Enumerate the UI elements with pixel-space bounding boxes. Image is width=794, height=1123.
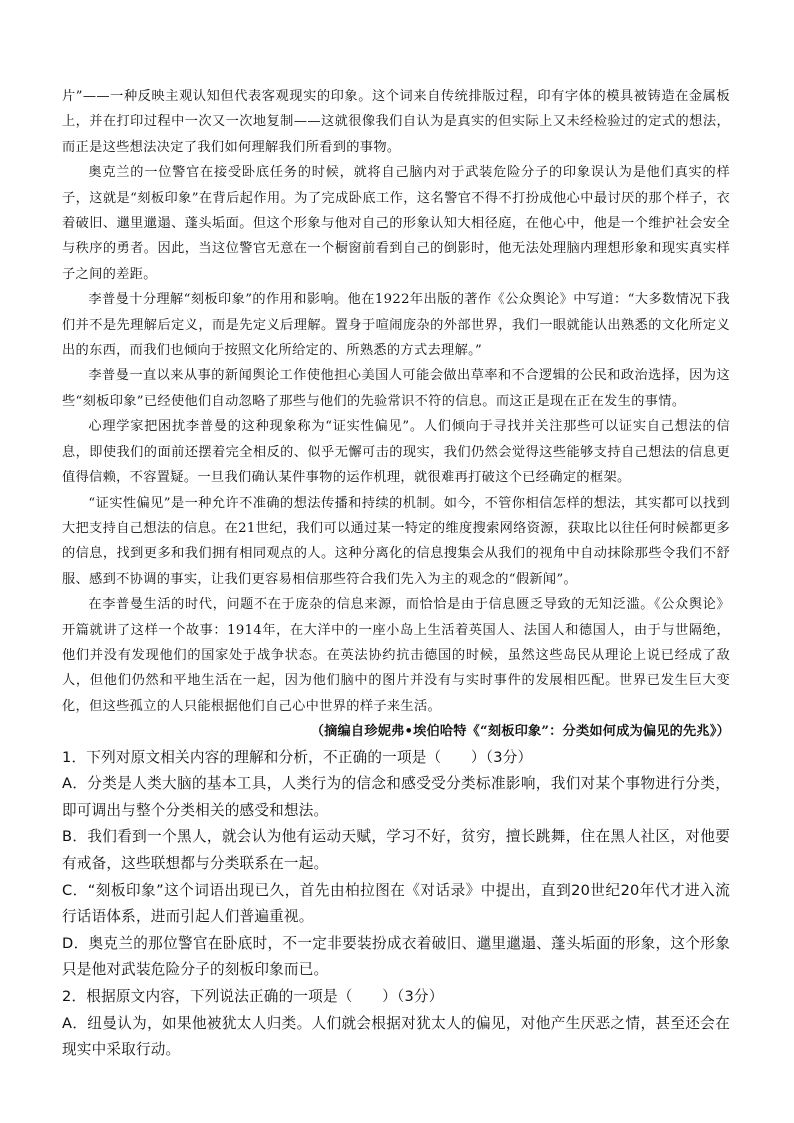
passage-paragraph: 片”——一种反映主观认知但代表客观现实的印象。这个词来自传统排版过程，印有字体的模具被铸造在金属板上，并在打印过程中一次又一次地复制——这就很像我们自认为是真实的但实际上又未经检验过的定式的想法，而正是这些想法决定了我们如何理解我们所看到的事物。 xyxy=(62,89,730,155)
question-2-stem: 2．根据原文内容，下列说法正确的一项是（ ）（3分） xyxy=(62,987,444,1005)
passage-paragraph: “证实性偏见”是一种允许不准确的想法传播和持续的机制。如今，不管你相信怎样的想法，其实都可以找到大把支持自己想法的信息。在21世纪，我们可以通过某一特定的维度搜索网络资源，获取比以往任何时候都更多的信息，找到更多和我们拥有相同观点的人。这种分离化的信息搜集会从我们的视角中自动抹除那些令我们不舒服、感到不协调的事实，让我们更容易相信那些符合我们先入为主的观念的“假新闻”。 xyxy=(62,495,730,587)
question-2-option-a: A．纽曼认为，如果他被犹太人归类。人们就会根据对犹太人的偏见，对他产生厌恶之情，甚至还会在现实中采取行动。 xyxy=(62,1014,730,1059)
question-1-option-c: C．“刻板印象”这个词语出现已久，首先由柏拉图在《对话录》中提出，直到20世纪20年代才进入流行话语体系，进而引起人们普遍重视。 xyxy=(62,881,730,926)
passage-paragraph: 奥克兰的一位警官在接受卧底任务的时候，就将自己脑内对于武装危险分子的印象误认为是他们真实的样子，这就是“刻板印象”在背后起作用。为了完成卧底工作，这名警官不得不打扮成他心中最讨厌的那个样子，衣着破旧、邋里邋遢、蓬头垢面。但这个形象与他对自己的形象认知大相径庭，在他心中，他是一个维护社会安全与秩序的勇者。因此，当这位警官无意在一个橱窗前看到自己的倒影时，他无法处理脑内理想形象和现实真实样子之间的差距。 xyxy=(62,165,730,282)
question-1-option-b: B．我们看到一个黑人，就会认为他有运动天赋，学习不好，贫穷，擅长跳舞，住在黑人社区，对他要有戒备，这些联想都与分类联系在一起。 xyxy=(62,828,730,872)
page-content xyxy=(62,84,730,1064)
passage-source: （摘编自珍妮弗•埃伯哈特《“刻板印象”：分类如何成为偏见的先兆》） xyxy=(310,724,730,740)
question-1-stem: 1．下列对原文相关内容的理解和分析，不正确的一项是（ ）（3分） xyxy=(62,748,533,766)
question-1-option-a: A．分类是人类大脑的基本工具，人类行为的信念和感受受分类标准影响，我们对某个事物进行分类，即可调出与整个分类相关的感受和想法。 xyxy=(62,775,730,819)
passage-paragraph: 李普曼十分理解“刻板印象”的作用和影响。他在1922年出版的著作《公众舆论》中写道：“大多数情况下我们并不是先理解后定义，而是先定义后理解。置身于喧闹庞杂的外部世界，我们一眼就能认出熟悉的文化所定义出的东西，而我们也倾向于按照文化所给定的、所熟悉的方式去理解。” xyxy=(62,292,730,359)
question-1-option-d: D．奥克兰的那位警官在卧底时，不一定非要装扮成衣着破旧、邋里邋遢、蓬头垢面的形象，这个形象只是他对武装危险分子的刻板印象而已。 xyxy=(62,934,730,979)
passage-paragraph: 在李普曼生活的时代，问题不在于庞杂的信息来源，而恰恰是由于信息匮乏导致的无知泛滥。《公众舆论》开篇就讲了这样一个故事：1914年，在大洋中的一座小岛上生活着英国人、法国人和德国人，由于与世隔绝，他们并没有发现他们的国家处于战争状态。在英法协约抗击德国的时候，虽然这些岛民从理论上说已经成了敌人，但他们仍然和平地生活在一起，因为他们脑中的图片并没有与实时事件的发展相匹配。世界已发生巨大变化，但这些孤立的人只能根据他们自己心中世界的样子来生活。 xyxy=(62,597,730,714)
passage-paragraph: 李普曼一直以来从事的新闻舆论工作使他担心美国人可能会做出草率和不合逻辑的公民和政治选择，因为这些“刻板印象”已经使他们自动忽略了那些与他们的先验常识不符的信息。而这正是现在正在发生的事情。 xyxy=(62,368,730,409)
passage-paragraph: 心理学家把困扰李普曼的这种现象称为“证实性偏见”。人们倾向于寻找并关注那些可以证实自己想法的信息，即使我们的面前还摆着完全相反的、似乎无懈可击的现实，我们仍然会觉得这些能够支持自己想法的信息更值得信赖，不容置疑。一旦我们确认某件事物的运作机理，就很难再打破这个已经确定的框架。 xyxy=(62,419,730,486)
